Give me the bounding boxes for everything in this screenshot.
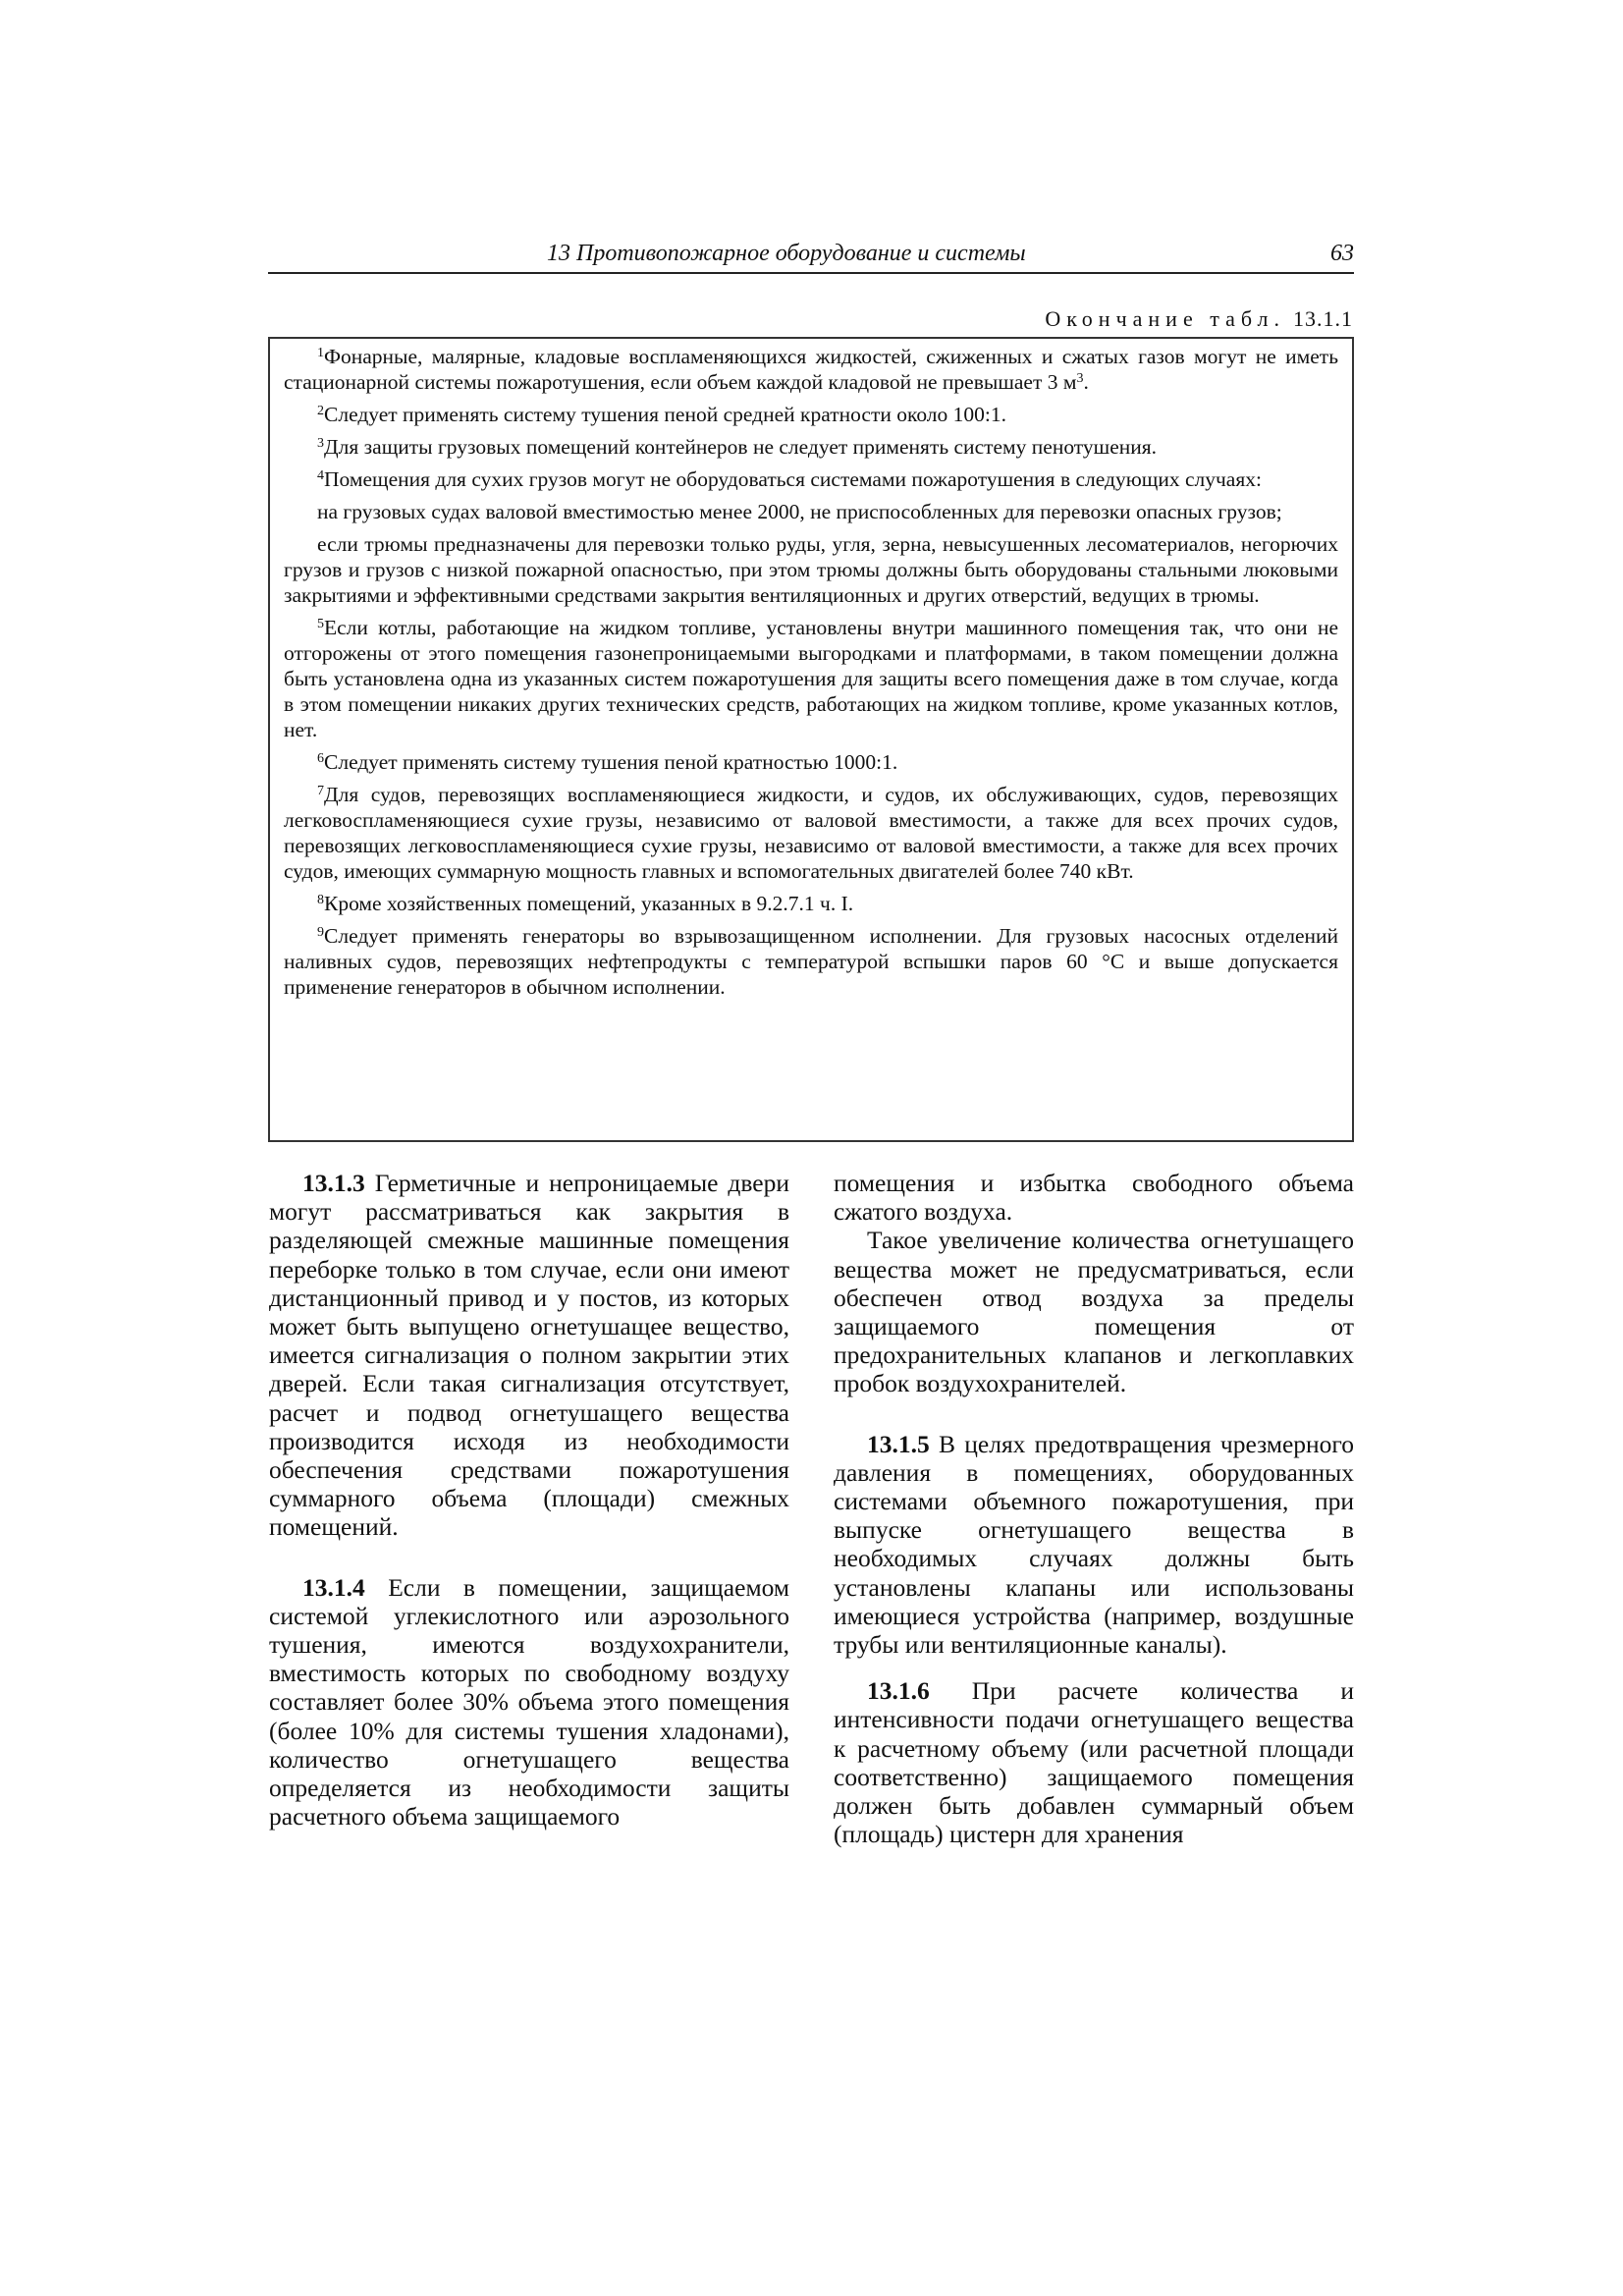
section-text: Герметичные и непроницаемые двери могут рассматриваться как закрытия в разделяющей смежные машинные помещения переборке только в том случае, если они имеют дистанционный привод и у постов, из которых может быть выпущено огнетушащее вещество, имеется сигнализация о полном закрытии этих дверей. Если такая сигнализация отсутствует, расчет и подвод огнетушащего вещества производится исходя из необходимости обеспечения средствами пожаротушения суммарного объема (площади) смежных помещений. (269, 1169, 790, 1542)
footnote-mark: 7 (317, 784, 324, 798)
footnote-4 (284, 466, 1338, 492)
footnote-6 (284, 749, 1338, 775)
table-caption-number: 13.1.1 (1293, 306, 1353, 331)
section-number: 13.1.3 (302, 1169, 365, 1197)
footnote-7 (284, 782, 1338, 884)
table-caption (1045, 306, 1353, 332)
page-number: 63 (1330, 241, 1354, 266)
footnote-2 (284, 402, 1338, 427)
section-13-1-4-paragraph-2: Такое увеличение количества огнетушащего вещества может не предусматриваться, если обеспечен отвод воздуха за пределы защищаемого помещения от предохранительных клапанов и легкоплавких пробок воздухохранителей. (834, 1226, 1354, 1398)
section-13-1-6 (834, 1676, 1354, 1848)
text-column-left (269, 1169, 789, 1831)
footnote-text: Помещения для сухих грузов могут не оборудоваться системами пожаротушения в следующих случаях: (324, 467, 1262, 491)
chapter-title: 13 Противопожарное оборудование и системы (547, 241, 1026, 266)
footnote-text: Кроме хозяйственных помещений, указанных в 9.2.7.1 ч. I. (324, 892, 854, 915)
footnote-text: Для защиты грузовых помещений контейнеров не следует применять систему пенотушения. (324, 435, 1158, 459)
footnote-8 (284, 891, 1338, 916)
section-13-1-3 (269, 1169, 789, 1542)
footnote-5 (284, 615, 1338, 742)
section-13-1-4 (269, 1573, 789, 1831)
footnote-mark: 2 (317, 404, 324, 418)
superscript: 3 (1076, 371, 1084, 386)
footnote-text: Фонарные, малярные, кладовые воспламеняющихся жидкостей, сжиженных и сжатых газов могут не иметь стационарной системы пожаротушения, если объем каждой кладовой не превышает 3 м (284, 345, 1338, 394)
footnote-4-case-1 (284, 499, 1338, 524)
footnote-mark: 6 (317, 751, 324, 766)
footnote-mark: 9 (317, 925, 324, 940)
footnote-mark: 4 (317, 468, 324, 483)
running-header (268, 239, 1354, 274)
text-column-right (834, 1169, 1354, 1848)
footnote-mark: 5 (317, 617, 324, 631)
footnote-3 (284, 434, 1338, 460)
footnote-mark: 1 (317, 346, 324, 360)
section-number: 13.1.5 (867, 1429, 930, 1458)
footnote-text: Если котлы, работающие на жидком топливе, установлены внутри машинного помещения так, что они не отгорожены от этого помещения газонепроницаемыми выгородками и платформами, в таком помещении должна быть установлена одна из указанных систем пожаротушения для защиты всего помещения даже в том случае, когда в этом помещении никаких других технических средств, работающих на жидком топливе, кроме указанных котлов, нет. (284, 616, 1338, 741)
footnote-tail: . (1083, 370, 1089, 394)
footnote-text: Для судов, перевозящих воспламеняющиеся жидкости, и судов, их обслуживающих, судов, перевозящих легковоспламеняющиеся сухие грузы, независимо от валовой вместимости, а также для всех прочих судов, перевозящих легковоспламеняющиеся сухие грузы, независимо от валовой вместимости, а также для всех прочих судов, имеющих суммарную мощность главных и вспомогательных двигателей более 740 кВт. (284, 783, 1338, 883)
section-number: 13.1.6 (867, 1676, 930, 1706)
footnote-text: Следует применять систему тушения пеной средней кратности около 100:1. (324, 403, 1006, 426)
footnote-1 (284, 344, 1338, 395)
footnote-text: Следует применять генераторы во взрывозащищенном исполнении. Для грузовых насосных отделений наливных судов, перевозящих нефтепродукты с температурой вспышки паров 60 °С и выше допускается применение генераторов в обычном исполнении. (284, 924, 1338, 999)
footnote-text: Следует применять систему тушения пеной кратностью 1000:1. (324, 750, 898, 774)
footnote-text: если трюмы предназначены для перевозки только руды, угля, зерна, невысушенных лесоматериалов, негорючих грузов и грузов с низкой пожарной опасностью, при этом трюмы должны быть оборудованы стальными люковыми закрытиями и эффективными средствами закрытия вентиляционных и других отверстий, ведущих в трюмы. (284, 532, 1338, 607)
footnote-mark: 3 (317, 436, 324, 451)
section-13-1-4-continued: помещения и избытка свободного объема сжатого воздуха. (834, 1169, 1354, 1227)
table-footnotes-box (268, 337, 1354, 1142)
table-caption-label: Окончание табл. (1045, 306, 1285, 331)
footnote-text: на грузовых судах валовой вместимостью менее 2000, не приспособленных для перевозки опасных грузов; (317, 500, 1282, 523)
section-text: Если в помещении, защищаемом системой углекислотного или аэрозольного тушения, имеются воздухохранители, вместимость которых по свободному воздуху составляет более 30% объема этого помещения (более 10% для системы тушения хладонами), количество огнетушащего вещества определяется из необходимости защиты расчетного объема защищаемого (269, 1572, 789, 1831)
footnote-9 (284, 923, 1338, 1000)
section-number: 13.1.4 (302, 1572, 365, 1602)
section-13-1-5 (834, 1430, 1354, 1660)
footnote-4-case-2 (284, 531, 1338, 608)
footnote-mark: 8 (317, 893, 324, 907)
section-text: При расчете количества и интенсивности подачи огнетушащего вещества к расчетному объему (или расчетной площади соответственно) защищаемого помещения должен быть добавлен суммарный объем (площадь) цистерн для хранения (834, 1676, 1354, 1849)
section-text: В целях предотвращения чрезмерного давления в помещениях, оборудованных системами объемного пожаротушения, при выпуске огнетушащего вещества в необходимых случаях должны быть установлены клапаны или использованы имеющиеся устройства (например, воздушные трубы или вентиляционные каналы). (834, 1429, 1355, 1660)
